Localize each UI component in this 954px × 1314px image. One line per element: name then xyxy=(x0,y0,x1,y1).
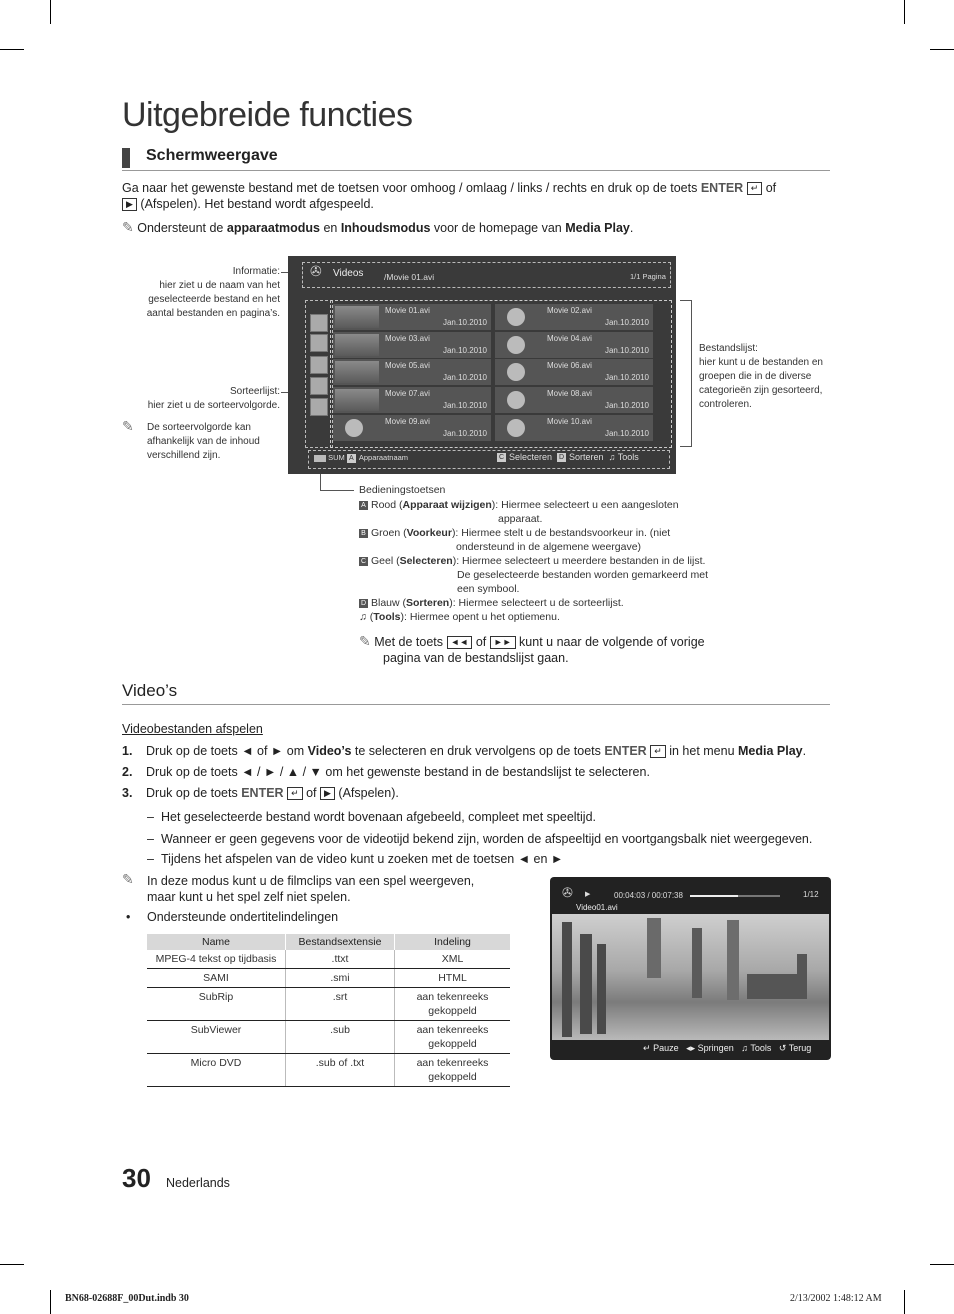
file-tile[interactable] xyxy=(333,304,491,330)
giraffe-figure xyxy=(580,934,592,1034)
return-icon: ↺ xyxy=(778,1043,787,1053)
table-cell: .sub of .txt xyxy=(286,1054,395,1087)
film-reel-icon xyxy=(507,391,525,409)
step-text: te selecteren en druk vervolgens op de toets xyxy=(351,744,605,758)
controls-legend xyxy=(359,483,739,624)
playback-time: 00:04:03 / 00:07:38 xyxy=(614,891,683,900)
file-date: Jan.10.2010 xyxy=(442,373,487,382)
table-cell: XML xyxy=(395,950,511,969)
note-pencil-icon: ✎ xyxy=(122,871,134,887)
sort-note-text: De sorteervolgorde kan xyxy=(147,422,251,433)
legend-bold: Sorteren xyxy=(406,597,450,609)
giraffe-figure xyxy=(597,944,606,1034)
red-key-icon: A xyxy=(347,454,356,463)
file-name: Movie 10.avi xyxy=(547,417,592,426)
file-name: Movie 02.avi xyxy=(547,306,592,315)
film-reel-icon xyxy=(507,419,525,437)
game-note xyxy=(122,873,522,905)
info-callout-text: hier ziet u de naam van het xyxy=(159,280,280,291)
category-label: Videos xyxy=(333,268,364,279)
note-bold: apparaatmodus xyxy=(226,221,320,235)
legend-bold: Apparaat wijzigen xyxy=(402,499,492,511)
bullet-1: – Het geselecteerde bestand wordt bovenaan afgebeeld, compleet met speeltijd. xyxy=(147,810,597,824)
left-right-icon: ◂▸ xyxy=(686,1043,696,1053)
file-tile[interactable] xyxy=(495,332,653,358)
legend-bold: Voorkeur xyxy=(406,527,452,539)
legend-bold: Tools xyxy=(373,611,401,623)
green-key-icon: B xyxy=(359,529,368,538)
intro-paragraph xyxy=(122,180,832,212)
tools-key-desc xyxy=(359,610,739,624)
file-date: Jan.10.2010 xyxy=(442,346,487,355)
video-thumbnail xyxy=(335,334,379,356)
file-tile[interactable] xyxy=(495,304,653,330)
table-header: Bestandsextensie xyxy=(286,934,395,950)
videos-subheading: Videobestanden afspelen xyxy=(122,722,263,736)
sort-favorite-icon[interactable] xyxy=(310,398,328,416)
videos-divider xyxy=(122,704,830,705)
legend-text: ): Hiermee stelt u de bestandsvoorkeur in. (niet xyxy=(451,527,671,539)
table-cell: SubRip xyxy=(147,988,286,1021)
step-number: 3. xyxy=(122,786,133,800)
sort-calendar-icon[interactable] xyxy=(310,377,328,395)
pause-action[interactable]: Pauze xyxy=(653,1043,679,1053)
step-number: 1. xyxy=(122,744,133,758)
sort-action[interactable]: Sorteren xyxy=(569,452,604,462)
video-filename: Video01.avi xyxy=(576,903,618,912)
video-thumbnail xyxy=(335,306,379,328)
note-text: pagina van de bestandslijst gaan. xyxy=(383,651,569,665)
sort-note-text: afhankelijk van de inhoud xyxy=(147,436,260,447)
table-row xyxy=(147,950,510,969)
filelist-callout-title: Bestandslijst: xyxy=(699,343,758,354)
bullet-text: Het geselecteerde bestand wordt bovenaan afgebeeld, compleet met speeltijd. xyxy=(161,810,597,824)
file-date: Jan.10.2010 xyxy=(442,429,487,438)
film-reel-icon xyxy=(507,308,525,326)
file-name: Movie 08.avi xyxy=(547,389,592,398)
note-text: Met de toets xyxy=(374,635,444,649)
table-row xyxy=(147,969,510,988)
table-cell: .ttxt xyxy=(286,950,395,969)
tools-icon: ♫ xyxy=(608,452,616,462)
legend-text: ): Hiermee opent u het optiemenu. xyxy=(400,611,560,623)
legend-text: Rood ( xyxy=(371,499,403,511)
note-text: voor de homepage van xyxy=(430,221,566,235)
enter-icon: ↵ xyxy=(747,182,763,195)
info-callout-text: geselecteerde bestand en het xyxy=(148,294,280,305)
sum-icon xyxy=(314,455,326,462)
enter-icon: ↵ xyxy=(287,787,303,800)
file-name: Movie 01.avi xyxy=(385,306,430,315)
footer-language: Nederlands xyxy=(166,1176,230,1190)
select-action[interactable]: Selecteren xyxy=(509,452,553,462)
note-text: . xyxy=(629,221,634,235)
file-tile[interactable] xyxy=(495,415,653,441)
section-heading: Schermweergave xyxy=(146,147,278,164)
info-callout-text: aantal bestanden en pagina’s. xyxy=(146,308,280,319)
file-name: Movie 05.avi xyxy=(385,361,430,370)
step-1 xyxy=(122,743,842,759)
legend-bold: Selecteren xyxy=(399,555,453,567)
enter-key-label: ENTER xyxy=(241,786,284,800)
filelist-bracket xyxy=(680,446,692,447)
table-cell: MPEG-4 tekst op tijdbasis xyxy=(147,950,286,969)
legend-text: een symbool. xyxy=(457,583,520,595)
section-marker xyxy=(122,148,130,168)
blue-key-desc xyxy=(359,596,739,610)
red-key-desc xyxy=(359,498,739,512)
controls-leader-line xyxy=(320,474,321,490)
legend-text: ): Hiermee selecteert u de sorteerlijst. xyxy=(449,597,624,609)
enter-icon: ↵ xyxy=(650,745,666,758)
file-count: 1/12 xyxy=(803,890,819,899)
legend-text: Geel ( xyxy=(371,555,400,567)
bullet-text: Wanneer er geen gegevens voor de videotijd bekend zijn, worden de afspeeltijd en voortgangsbalk niet weergegeven. xyxy=(161,832,813,846)
subtitle-bullet: • Ondersteunde ondertitelindelingen xyxy=(126,910,339,924)
file-date: Jan.10.2010 xyxy=(604,373,649,382)
note-pencil-icon: ✎ xyxy=(122,418,134,434)
step-bold: Media Play xyxy=(738,744,803,758)
videos-heading: Video’s xyxy=(122,681,178,700)
table-cell: .smi xyxy=(286,969,395,988)
table-cell: SubViewer xyxy=(147,1021,286,1054)
filelist-callout-text: hier kunt u de bestanden en xyxy=(699,357,823,368)
info-callout xyxy=(130,265,280,321)
page-indicator: 1/1 Pagina xyxy=(630,272,666,281)
tools-icon: ♫ xyxy=(359,611,367,623)
step-text: Druk op de toets xyxy=(146,786,242,800)
step-text: in het menu xyxy=(665,744,739,758)
giraffe-figure xyxy=(797,954,807,989)
file-tile[interactable] xyxy=(333,387,491,413)
legend-text: ): Hiermee selecteert u een aangesloten xyxy=(491,499,679,511)
control-bar-left xyxy=(314,453,408,463)
filelist-bracket xyxy=(691,300,692,446)
note-text: of xyxy=(475,635,487,649)
page-number: 30 xyxy=(122,1163,151,1193)
sort-date-icon[interactable] xyxy=(310,356,328,374)
tools-action[interactable]: Tools xyxy=(617,452,639,462)
note-pencil-icon: ✎ xyxy=(359,633,371,649)
film-reel-icon xyxy=(345,419,363,437)
legend-text: De geselecteerde bestanden worden gemarkeerd met xyxy=(457,569,708,581)
table-cell: Micro DVD xyxy=(147,1054,286,1087)
controls-leader-line xyxy=(320,490,354,491)
sort-callout-text: hier ziet u de sorteervolgorde. xyxy=(147,400,280,411)
file-name: Movie 04.avi xyxy=(547,334,592,343)
step-text: . xyxy=(802,744,807,758)
file-name: Movie 07.avi xyxy=(385,389,430,398)
sort-callout-title: Sorteerlijst: xyxy=(229,386,280,397)
video-frame-giraffes xyxy=(552,914,829,1040)
sort-note-text: verschillend zijn. xyxy=(147,450,221,461)
table-cell: .sub xyxy=(286,1021,395,1054)
file-path: /Movie 01.avi xyxy=(384,272,435,282)
progress-track[interactable] xyxy=(690,895,780,897)
note-text: maar kunt u het spel zelf niet spelen. xyxy=(147,890,351,904)
tools-action[interactable]: Tools xyxy=(750,1043,772,1053)
file-date: Jan.10.2010 xyxy=(604,429,649,438)
step-text: Druk op de toets ◄ / ► / ▲ / ▼ om het gewenste bestand in de bestandslijst te selecteren. xyxy=(146,765,650,779)
step-text: (Afspelen). xyxy=(338,786,399,800)
intro-text-2: (Afspelen). Het bestand wordt afgespeeld. xyxy=(140,197,374,211)
giraffe-figure xyxy=(692,928,702,998)
file-date: Jan.10.2010 xyxy=(604,346,649,355)
jump-action[interactable]: Springen xyxy=(697,1043,734,1053)
video-reel-icon: ✇ xyxy=(562,885,573,900)
rewind-icon: ◄◄ xyxy=(447,636,473,649)
intro-text: Ga naar het gewenste bestand met de toetsen voor omhoog / omlaag / links / rechts en druk op de toets xyxy=(122,181,701,195)
sort-note xyxy=(122,418,282,463)
step-2 xyxy=(122,764,842,780)
sort-callout xyxy=(130,385,280,413)
enter-key-label: ENTER xyxy=(700,181,744,195)
table-header: Name xyxy=(147,934,286,950)
file-tile[interactable] xyxy=(495,387,653,413)
giraffe-figure xyxy=(727,920,739,1000)
file-name: Movie 06.avi xyxy=(547,361,592,370)
filelist-callout-text: groepen die in de diverse xyxy=(699,371,812,382)
file-tile[interactable] xyxy=(333,332,491,358)
note-text: Ondersteunt de xyxy=(137,221,227,235)
video-thumbnail xyxy=(335,361,379,383)
file-name: Movie 03.avi xyxy=(385,334,430,343)
file-date: Jan.10.2010 xyxy=(604,318,649,327)
page-nav-note xyxy=(359,633,739,666)
subtitle-format-table xyxy=(147,934,510,1087)
fast-forward-icon: ►► xyxy=(490,636,516,649)
step-bold: Video’s xyxy=(307,744,352,758)
footer-date: 2/13/2002 1:48:12 AM xyxy=(790,1293,882,1304)
yellow-key-desc xyxy=(359,554,739,568)
section-divider xyxy=(122,170,830,171)
green-key-desc xyxy=(359,526,739,540)
play-state-icon: ▶ xyxy=(585,891,591,898)
file-tile[interactable] xyxy=(333,359,491,385)
yellow-key-icon: C xyxy=(360,557,367,565)
table-cell: aan tekenreeks gekoppeld xyxy=(395,988,511,1021)
page-title: Uitgebreide functies xyxy=(122,96,413,134)
table-row xyxy=(147,1054,510,1087)
filelist-callout-text: controleren. xyxy=(699,399,752,410)
note-1 xyxy=(122,219,832,236)
video-thumbnail xyxy=(335,389,379,411)
table-cell: .srt xyxy=(286,988,395,1021)
blue-key-icon: D xyxy=(559,454,565,462)
note-text: In deze modus kunt u de filmclips van een spel weergeven, xyxy=(147,874,475,888)
play-icon: ▶ xyxy=(320,787,335,800)
file-name: Movie 09.avi xyxy=(385,417,430,426)
device-name: Apparaatnaam xyxy=(358,453,409,462)
step-number: 2. xyxy=(122,765,133,779)
sum-label: SUM xyxy=(328,453,345,462)
table-cell: aan tekenreeks gekoppeld xyxy=(395,1021,511,1054)
legend-text: ondersteund in de algemene weergave) xyxy=(456,541,642,553)
file-date: Jan.10.2010 xyxy=(604,401,649,410)
intro-text-of: of xyxy=(762,181,777,195)
back-action[interactable]: Terug xyxy=(788,1043,812,1053)
note-text: kunt u naar de volgende of vorige xyxy=(519,635,705,649)
legend-text: apparaat. xyxy=(498,513,543,525)
file-tile[interactable] xyxy=(333,415,491,441)
sort-folder-icon[interactable] xyxy=(310,314,328,332)
tools-icon: ♫ xyxy=(741,1043,748,1053)
file-date: Jan.10.2010 xyxy=(442,318,487,327)
table-row xyxy=(147,988,510,1021)
bullet-text: Ondersteunde ondertitelindelingen xyxy=(147,910,339,924)
legend-text: ( xyxy=(366,611,374,623)
enter-icon: ↵ xyxy=(643,1043,651,1053)
bullet-text: Tijdens het afspelen van de video kunt u zoeken met de toetsen ◄ en ► xyxy=(161,852,564,866)
table-row xyxy=(147,1021,510,1054)
filelist-callout-text: categorieën zijn gesorteerd, xyxy=(699,385,823,396)
film-reel-icon xyxy=(507,336,525,354)
play-icon: ▶ xyxy=(122,198,137,211)
table-header: Indeling xyxy=(395,934,511,950)
film-reel-icon xyxy=(507,363,525,381)
note-bold: Inhoudsmodus xyxy=(340,221,431,235)
note-pencil-icon: ✎ xyxy=(122,219,134,235)
sort-title-icon[interactable] xyxy=(310,334,328,352)
bullet-2: – Wanneer er geen gegevens voor de videotijd bekend zijn, worden de afspeeltijd en voortgangsbalk niet weergegeven. xyxy=(147,832,813,846)
filelist-callout xyxy=(699,342,839,412)
controls-heading: Bedieningstoetsen xyxy=(359,484,446,496)
step-text: Druk op de toets ◄ of ► om xyxy=(146,744,308,758)
table-cell: aan tekenreeks gekoppeld xyxy=(395,1054,511,1087)
footer-file: BN68-02688F_00Dut.indb 30 xyxy=(65,1293,189,1304)
step-3 xyxy=(122,785,842,801)
yellow-key-icon: C xyxy=(498,454,505,462)
table-cell: SAMI xyxy=(147,969,286,988)
giraffe-figure xyxy=(562,922,572,1037)
progress-fill xyxy=(690,895,738,897)
legend-text: Blauw ( xyxy=(371,597,407,609)
note-bold: Media Play xyxy=(565,221,630,235)
control-bar-right xyxy=(497,452,639,462)
legend-text: Groen ( xyxy=(371,527,407,539)
bullet-3: – Tijdens het afspelen van de video kunt u zoeken met de toetsen ◄ en ► xyxy=(147,852,564,866)
info-callout-title: Informatie: xyxy=(232,266,280,277)
enter-key-label: ENTER xyxy=(604,744,647,758)
file-tile[interactable] xyxy=(495,359,653,385)
blue-key-icon: D xyxy=(360,599,367,607)
note-text: en xyxy=(319,221,341,235)
table-cell: HTML xyxy=(395,969,511,988)
step-text: of xyxy=(302,786,317,800)
giraffe-figure xyxy=(647,918,661,978)
player-controls xyxy=(643,1043,811,1054)
legend-text: ): Hiermee selecteert u meerdere bestanden in de lijst. xyxy=(452,555,706,567)
video-reel-icon: ✇ xyxy=(310,263,322,279)
red-key-icon: A xyxy=(359,501,368,510)
file-date: Jan.10.2010 xyxy=(442,401,487,410)
